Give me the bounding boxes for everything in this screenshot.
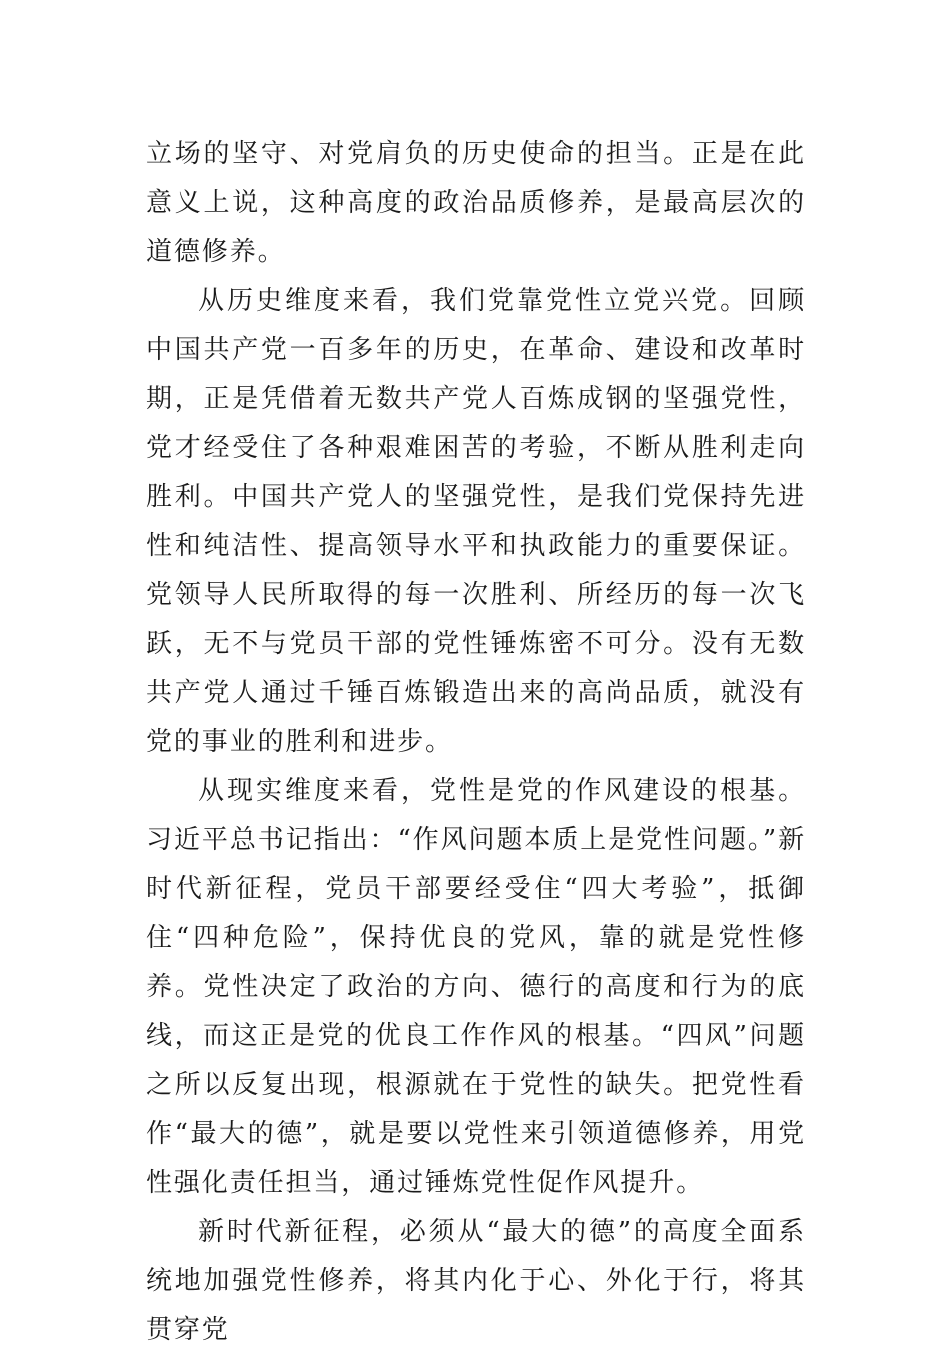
paragraph-continued: 立场的坚守、对党肩负的历史使命的担当。正是在此意义上说，这种高度的政治品质修养，是最高层次的道德修养。 <box>146 139 806 267</box>
paragraph-practical-dimension: 从现实维度来看，党性是党的作风建设的根基。习近平总书记指出：“作风问题本质上是党性问题。”新时代新征程，党员干部要经受住“四大考验”，抵御住“四种危险”，保持优良的党风，靠的就是党性修养。党性决定了政治的方向、德行的高度和行为的底线，而这正是党的优良工作作风的根基。“四风”问题之所以反复出现，根源就在于党性的缺失。把党性看作“最大的德”，就是要以党性来引领道德修养，用党性强化责任担当，通过锤炼党性促作风提升。 <box>146 776 806 1198</box>
paragraph-new-era: 新时代新征程，必须从“最大的德”的高度全面系统地加强党性修养，将其内化于心、外化于行，将其贯穿党 <box>146 1217 806 1345</box>
document-body <box>146 130 806 1355</box>
paragraph-historical-dimension: 从历史维度来看，我们党靠党性立党兴党。回顾中国共产党一百多年的历史，在革命、建设和改革时期，正是凭借着无数共产党人百炼成钢的坚强党性，党才经受住了各种艰难困苦的考验，不断从胜利走向胜利。中国共产党人的坚强党性，是我们党保持先进性和纯洁性、提高领导水平和执政能力的重要保证。党领导人民所取得的每一次胜利、所经历的每一次飞跃，无不与党员干部的党性锤炼密不可分。没有无数共产党人通过千锤百炼锻造出来的高尚品质，就没有党的事业的胜利和进步。 <box>146 286 806 757</box>
